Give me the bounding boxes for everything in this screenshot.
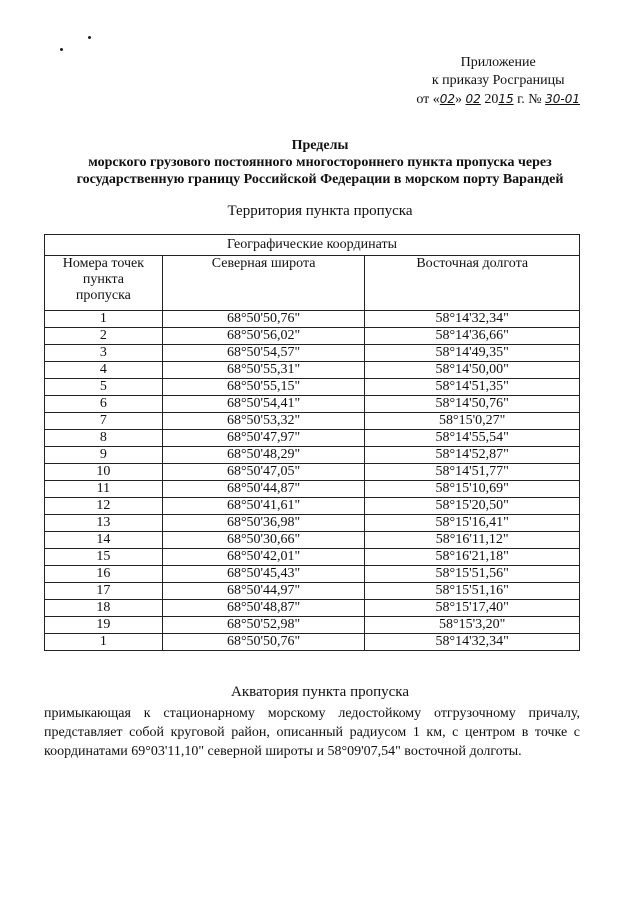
cell-longitude: 58°14'50,00" [365, 362, 580, 379]
aquatory-title: Акватория пункта пропуска [230, 684, 410, 700]
cell-latitude: 68°50'52,98" [162, 617, 365, 634]
cell-point-number: 1 [45, 634, 163, 651]
table-row [45, 345, 580, 362]
appendix-order-ref: к приказу Росграницы [431, 73, 565, 88]
cell-latitude: 68°50'50,76" [162, 311, 365, 328]
cell-latitude: 68°50'41,61" [162, 498, 365, 515]
table-group-header: Географические координаты [45, 235, 580, 256]
table-row [45, 583, 580, 600]
cell-longitude: 58°15'16,41" [365, 515, 580, 532]
cell-longitude: 58°14'32,34" [365, 311, 580, 328]
document-title: Пределы морского грузового постоянного многостороннего пункта пропуска через государственную границу Российской Федерации в морском порту Варандей [76, 138, 564, 187]
cell-point-number: 14 [45, 532, 163, 549]
table-row [45, 634, 580, 651]
cell-longitude: 58°15'51,16" [365, 583, 580, 600]
cell-latitude: 68°50'54,57" [162, 345, 365, 362]
cell-latitude: 68°50'44,87" [162, 481, 365, 498]
table-row [45, 447, 580, 464]
cell-latitude: 68°50'30,66" [162, 532, 365, 549]
cell-latitude: 68°50'55,15" [162, 379, 365, 396]
cell-latitude: 68°50'47,05" [162, 464, 365, 481]
cell-longitude: 58°14'55,54" [365, 430, 580, 447]
table-row [45, 464, 580, 481]
table-row [45, 430, 580, 447]
col-header-point: Номера точек пункта пропуска [45, 256, 163, 311]
handwritten-number: 30-01 [545, 92, 580, 106]
cell-latitude: 68°50'54,41" [162, 396, 365, 413]
cell-point-number: 13 [45, 515, 163, 532]
cell-longitude: 58°15'17,40" [365, 600, 580, 617]
coordinates-table [44, 234, 580, 651]
cell-longitude: 58°14'51,77" [365, 464, 580, 481]
cell-point-number: 2 [45, 328, 163, 345]
cell-longitude: 58°16'21,18" [365, 549, 580, 566]
cell-longitude: 58°14'49,35" [365, 345, 580, 362]
cell-longitude: 58°14'36,66" [365, 328, 580, 345]
cell-point-number: 6 [45, 396, 163, 413]
cell-latitude: 68°50'53,32" [162, 413, 365, 430]
cell-point-number: 9 [45, 447, 163, 464]
cell-latitude: 68°50'44,97" [162, 583, 365, 600]
cell-latitude: 68°50'50,76" [162, 634, 365, 651]
table-row [45, 617, 580, 634]
table-row [45, 379, 580, 396]
cell-point-number: 3 [45, 345, 163, 362]
cell-point-number: 8 [45, 430, 163, 447]
table-row [45, 413, 580, 430]
aquatory-text: примыкающая к стационарному морскому ледостойкому отгрузочному причалу, представляет собой круговой район, описанный радиусом 1 км, с центром в точке с координатами 69°03'11,10" северной широты и 58°09'07,54" восточной долготы. [44, 706, 580, 759]
cell-latitude: 68°50'47,97" [162, 430, 365, 447]
cell-point-number: 7 [45, 413, 163, 430]
cell-longitude: 58°14'52,87" [365, 447, 580, 464]
table-row [45, 498, 580, 515]
cell-longitude: 58°14'51,35" [365, 379, 580, 396]
cell-point-number: 12 [45, 498, 163, 515]
scan-speck [88, 36, 91, 39]
cell-longitude: 58°16'11,12" [365, 532, 580, 549]
cell-longitude: 58°15'0,27" [365, 413, 580, 430]
table-row [45, 600, 580, 617]
cell-point-number: 18 [45, 600, 163, 617]
cell-point-number: 17 [45, 583, 163, 600]
cell-latitude: 68°50'48,29" [162, 447, 365, 464]
territory-title: Территория пункта пропуска [227, 203, 413, 219]
cell-longitude: 58°15'20,50" [365, 498, 580, 515]
table-row [45, 396, 580, 413]
cell-longitude: 58°15'3,20" [365, 617, 580, 634]
table-row [45, 515, 580, 532]
cell-latitude: 68°50'36,98" [162, 515, 365, 532]
cell-longitude: 58°14'32,34" [365, 634, 580, 651]
col-header-longitude: Восточная долгота [365, 256, 580, 311]
cell-point-number: 16 [45, 566, 163, 583]
cell-point-number: 19 [45, 617, 163, 634]
cell-latitude: 68°50'45,43" [162, 566, 365, 583]
cell-latitude: 68°50'42,01" [162, 549, 365, 566]
cell-point-number: 11 [45, 481, 163, 498]
table-row [45, 311, 580, 328]
table-row [45, 532, 580, 549]
cell-point-number: 15 [45, 549, 163, 566]
scan-speck [60, 48, 63, 51]
cell-point-number: 4 [45, 362, 163, 379]
table-row [45, 481, 580, 498]
cell-longitude: 58°14'50,76" [365, 396, 580, 413]
table-body [45, 311, 580, 651]
cell-point-number: 1 [45, 311, 163, 328]
col-header-latitude: Северная широта [162, 256, 365, 311]
cell-longitude: 58°15'10,69" [365, 481, 580, 498]
handwritten-day: 02 [439, 92, 456, 106]
cell-longitude: 58°15'51,56" [365, 566, 580, 583]
cell-latitude: 68°50'48,87" [162, 600, 365, 617]
appendix-label: Приложение [460, 55, 536, 70]
cell-latitude: 68°50'55,31" [162, 362, 365, 379]
handwritten-month: 02 [465, 92, 481, 106]
appendix-date-line: от «02» 02 2015 г. № 30-01 [416, 92, 580, 107]
table-row [45, 549, 580, 566]
table-row [45, 328, 580, 345]
cell-point-number: 5 [45, 379, 163, 396]
handwritten-year: 15 [498, 92, 514, 106]
table-row [45, 362, 580, 379]
cell-point-number: 10 [45, 464, 163, 481]
appendix-header [416, 54, 580, 109]
table-row [45, 566, 580, 583]
cell-latitude: 68°50'56,02" [162, 328, 365, 345]
